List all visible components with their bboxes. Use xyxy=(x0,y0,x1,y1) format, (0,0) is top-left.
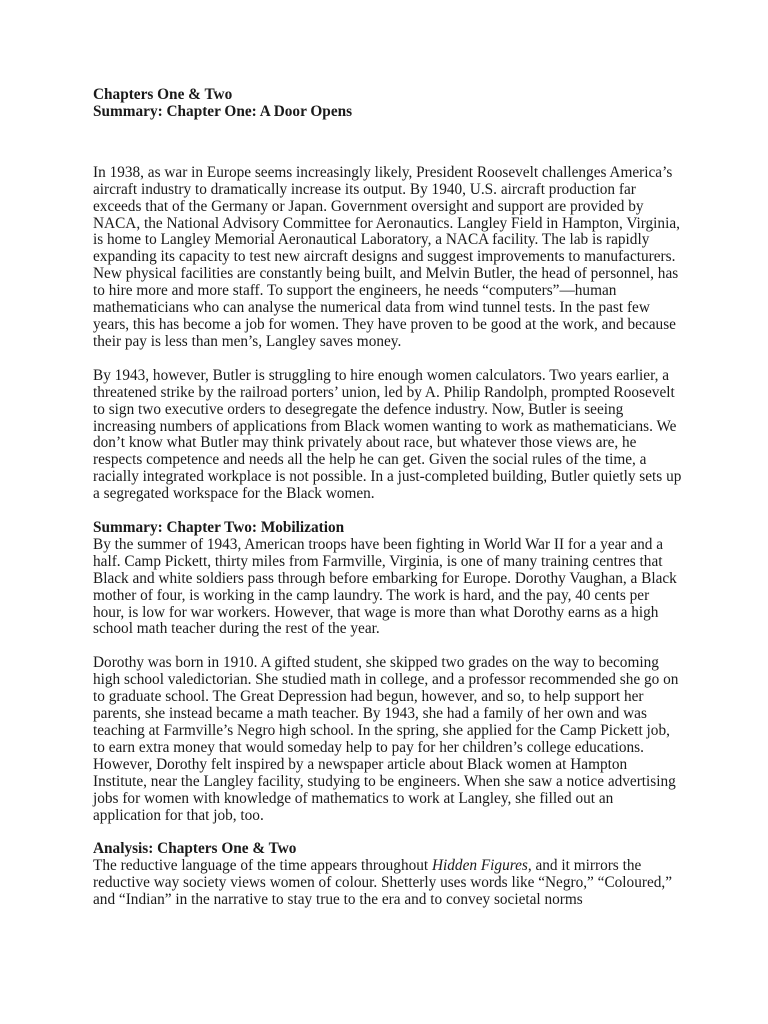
section-title-chapters: Chapters One & Two xyxy=(93,86,233,103)
paragraph-chapter-two-dorothy: Dorothy was born in 1910. A gifted student, she skipped two grades on the way to becoming high school valedictorian. She studied math in college, and a professor recommended she go on to graduate school. The Great Depression had begun, however, and so, to help support her parents, she instead became a math teacher. By 1943, she had a family of her own and was teaching at Farmville’s Negro high school. In the spring, she applied for the Camp Pickett job, to earn extra money that would someday help to pay for her children’s college educations. However, Dorothy felt inspired by a newspaper article about Black women at Hampton Institute, near the Langley facility, studying to be engineers. When she saw a notice advertising jobs for women with knowledge of mathematics to work at Langley, she filled out an application for that job, too. xyxy=(93,654,679,824)
spacer xyxy=(93,824,683,841)
paragraph-chapter-one-butler: By 1943, however, Butler is struggling to hire enough women calculators. Two years earlier, a threatened strike by the railroad porters’ union, led by A. Philip Randolph, prompted Roosevelt to sign two executive orders to desegregate the defence industry. Now, Butler is seeing increasing numbers of applications from Black women wanting to work as mathematicians. We don’t know what Butler may think privately about race, but whatever those views are, he respects competence and needs all the help he can get. Given the social rules of the time, a racially integrated workplace is not possible. In a just-completed building, Butler quietly sets up a segregated workspace for the Black women. xyxy=(93,366,682,503)
spacer xyxy=(93,503,683,520)
paragraph-analysis-start: The reductive language of the time appears throughout xyxy=(93,857,432,875)
spacer xyxy=(93,351,683,368)
paragraph-chapter-one-intro: In 1938, as war in Europe seems increasingly likely, President Roosevelt challenges America’s aircraft industry to dramatically increase its output. By 1940, U.S. aircraft production far exceeds that of the Germany or Japan. Government oversight and support are provided by NACA, the National Advisory Committee for Aeronautics. Langley Field in Hampton, Virginia, is home to Langley Memorial Aeronautical Laboratory, a NACA facility. The lab is rapidly expanding its capacity to test new aircraft designs and suggest improvements to manufacturers. New physical facilities are constantly being built, and Melvin Butler, the head of personnel, has to hire more and more staff. To support the engineers, he needs “computers”—human mathematicians who can analyse the numerical data from wind tunnel tests. In the past few years, this has become a job for women. They have proven to be good at the work, and because their pay is less than men’s, Langley saves money. xyxy=(93,163,680,350)
spacer xyxy=(93,638,683,655)
paragraph-analysis xyxy=(93,858,683,909)
paragraph-analysis-end: , and it mirrors the reductive way society views women of colour. Shetterly uses words like “Negro,” “Coloured,” and “Indian” in the narrative to stay true to the era and to convey societal norms xyxy=(93,857,672,909)
book-title-italic: Hidden Figures xyxy=(431,857,528,875)
section-heading-summary-chapter-one: Summary: Chapter One: A Door Opens xyxy=(93,102,353,120)
paragraph-chapter-two-camp-pickett: By the summer of 1943, American troops have been fighting in World War II for a year and a half. Camp Pickett, thirty miles from Farmville, Virginia, is one of many training centres that Black and white soldiers pass through before embarking for Europe. Dorothy Vaughan, a Black mother of four, is working in the camp laundry. The work is hard, and the pay, 40 cents per hour, is low for war workers. However, that wage is more than what Dorothy earns as a high school math teacher during the rest of the year. xyxy=(93,535,677,638)
document-body xyxy=(93,87,683,909)
section-heading-summary-chapter-two: Summary: Chapter Two: Mobilization xyxy=(93,519,345,537)
section-heading-analysis: Analysis: Chapters One & Two xyxy=(93,840,297,858)
spacer xyxy=(93,121,683,165)
